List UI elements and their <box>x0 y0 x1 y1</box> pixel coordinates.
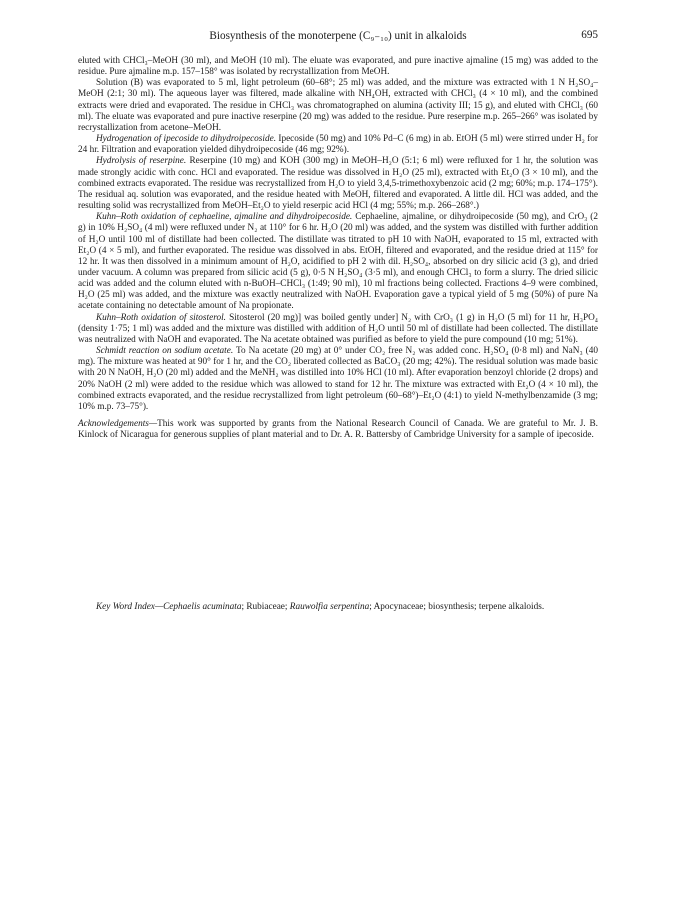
paragraph-text: Solution (B) was evaporated to 5 ml, light petroleum (60–68°; 25 ml) was added, and the mixture was extracted with 1 N H₂SO₄–MeOH (2:1; 30 ml). The aqueous layer was filtered, made alkaline with NH₄OH, extracted with CHCl₃ (4 × 10 ml), and the combined extracts were dried and evaporated. The residue in CHCl₃ was chromatographed on alumina (activity III; 15 g), and eluted with CHCl₃ (60 ml). The eluate was evaporated and pure inactive reserpine (20 mg) was added to the residue. Pure reserpine m.p. 265–266° was isolated by recrystallization from acetone–MeOH. <box>78 78 598 133</box>
section-heading: Hydrolysis of reserpine. <box>96 156 187 167</box>
paragraph <box>78 212 598 312</box>
acknowledgements-text: This work was supported by grants from the National Research Council of Canada. We are grateful to Mr. J. B. Kinlock of Nicaragua for generous supplies of plant material and to Dr. A. R. Battersby of Cambridge University for a sample of ipecoside. <box>78 419 598 441</box>
section-heading: Kuhn–Roth oxidation of sitosterol. <box>96 312 226 323</box>
experimental-text <box>78 56 598 441</box>
paragraph-text: To Na acetate (20 mg) at 0° under CO₂ free N₂ was added conc. H₂SO₄ (0·8 ml) and NaN₃ (40 mg). The mixture was heated at 90° for 1 hr, and the CO₂ liberated collected as BaCO₃ (20 mg; 42%). The residual solution was made basic with 20 N NaOH, H₂O (20 ml) added and the MeNH₂ was distilled into 10% HCl (10 ml). After evaporation benzoyl chloride (2 drops) and 20% NaOH (2 ml) were added to the residue which was allowed to stand for 12 hr. The mixture was extracted with Et₂O (4 × 10 ml), the combined extracts evaporated, and the residue recrystallized from light petroleum (60–68°)–Et₂O (4:1) to yield N-methylbenzamide (3 mg; 10% m.p. 73–75°). <box>78 346 598 412</box>
acknowledgements-heading: Acknowledgements— <box>78 419 158 429</box>
keywords-line <box>78 602 598 613</box>
paragraph <box>78 313 598 346</box>
paragraph-text: Sitosterol (20 mg)] was boiled gently under] N₂ with CrO₃ (1 g) in H₂O (5 ml) for 11 hr, H₃PO₄ (density 1·75; 1 ml) was added and the mixture was distilled with addition of H₂O until 50 ml of distillate had been collected. The distillate was neutralized with NaOH and evaporated. The Na acetate obtained was purified as before to yield the pure compound (10 mg; 51%). <box>78 312 598 345</box>
paragraph <box>78 56 598 78</box>
paragraph-text: Ipecoside (50 mg) and 10% Pd–C (6 mg) in ab. EtOH (5 ml) were stirred under H₂ for 24 hr. Filtration and evaporation yielded dihydroipecoside (46 mg; 92%). <box>78 134 598 156</box>
paragraph-text: eluted with CHCl₃–MeOH (30 ml), and MeOH (10 ml). The eluate was evaporated, and pure inactive ajmaline (15 mg) was added to the residue. Pure ajmaline m.p. 157–158° was isolated by recrystallization from MeOH. <box>78 56 598 78</box>
keywords-label: Key Word Index— <box>96 602 164 612</box>
keyword-rest: ; Apocynaceae; biosynthesis; terpene alkaloids. <box>369 602 545 612</box>
paragraph-text: Cephaeline, ajmaline, or dihydroipecoside (50 mg), and CrO₃ (2 g) in 10% H₂SO₄ (4 ml) were refluxed under N₂ at 110° for 6 hr. H₂O (20 ml) was added, and the system was distilled with further addition of H₂O until 100 ml of distillate had been collected. The distillate was titrated to pH 10 with NaOH, evaporated to 15 ml, extracted with Et₂O (4 × 5 ml), and further evaporated. The residue was dissolved in abs. EtOH, filtered and evaporated, and the residue dried at 115° for 12 hr. It was then dissolved in a minimum amount of H₂O, acidified to pH 2 with dil. H₂SO₄, absorbed on dry silicic acid (3 g), and dried under vacuum. A column was prepared from silicic acid (5 g), 0·5 N H₂SO₄ (3·5 ml), and enough CHCl₃ to form a slurry. The dried silicic acid was added and the column eluted with n-BuOH–CHCl₃ (1:49; 90 ml), 10 ml fractions being collected. Fractions 4–9 were combined, H₂O (25 ml) was added, and the mixture was exactly neutralized with NaOH. Evaporation gave a typical yield of 5 mg (50%) of pure Na acetate containing no detectable amount of Na propionate. <box>78 212 599 312</box>
keyword-species: Rauwolfia serpentina <box>289 602 370 612</box>
keyword-species: Cephaelis acuminata <box>163 602 242 612</box>
section-heading: Schmidt reaction on sodium acetate. <box>96 346 234 357</box>
key-word-index <box>78 602 598 613</box>
running-title: Biosynthesis of the monoterpene (C₉₋₁₀) unit in alkaloids <box>209 30 467 42</box>
page-number: 695 <box>581 29 598 41</box>
keyword-family: ; Rubiaceae; <box>241 602 290 612</box>
paragraph <box>78 134 598 156</box>
paragraph <box>78 78 598 134</box>
acknowledgements <box>78 419 598 441</box>
section-heading: Hydrogenation of ipecoside to dihydroipecoside. <box>96 134 277 145</box>
paragraph <box>78 156 598 212</box>
paragraph-text: Reserpine (10 mg) and KOH (300 mg) in MeOH–H₂O (5:1; 6 ml) were refluxed for 1 hr, the solution was made strongly acidic with conc. HCl and evaporated. The residue was dissolved in H₂O (25 ml), extracted with Et₂O (3 × 10 ml), and the combined extracts evaporated. The residue was recrystallized from H₂O to yield 3,4,5-trimethoxybenzoic acid (2 mg; 60%; m.p. 174–175°). The residual aq. solution was evaporated, and the residue heated with MeOH, filtered and evaporated. A little dil. HCl was added, and the resulting solid was recrystallized from MeOH–Et₂O to yield reserpic acid HCl (4 mg; 55%; m.p. 266–268°.) <box>78 156 598 212</box>
page-header <box>78 29 598 43</box>
paragraph <box>78 346 598 413</box>
section-heading: Kuhn–Roth oxidation of cephaeline, ajmaline and dihydroipecoside. <box>96 212 353 223</box>
